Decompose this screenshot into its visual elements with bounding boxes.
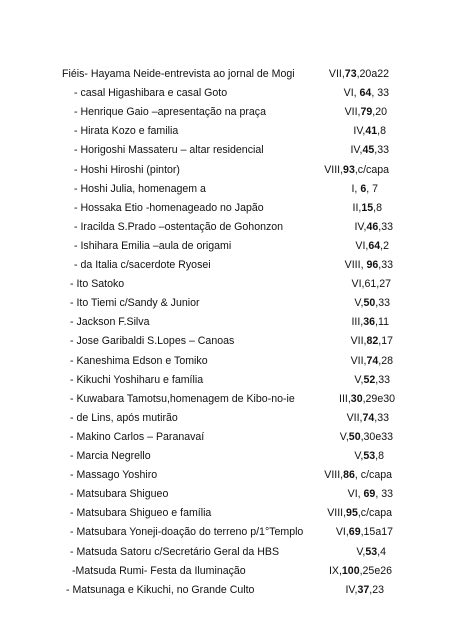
entry-page-number: 86	[343, 469, 355, 482]
entry-volume: I,	[351, 182, 361, 195]
entry-volume: VII,	[350, 335, 367, 348]
entry-additional-pages: ,15a17	[360, 526, 393, 539]
entry-page-number: 95	[346, 507, 358, 520]
entry-additional-pages: ,11	[375, 316, 389, 329]
entry-volume: VIII,	[344, 259, 367, 271]
entry-label: - Hirata Kozo e familia	[74, 125, 179, 138]
index-entry	[0, 333, 452, 349]
entry-page-number: 45	[362, 144, 375, 157]
entry-volume: VIII,	[327, 507, 347, 520]
entry-additional-pages: ,c/capa	[354, 163, 389, 176]
entry-volume: VI,	[343, 87, 360, 100]
index-entry	[0, 85, 452, 101]
entry-additional-pages: ,20a22	[356, 68, 389, 80]
entry-reference	[353, 200, 382, 216]
entry-label: - Ito Satoko	[70, 278, 125, 291]
entry-page-number: 93	[343, 163, 355, 176]
index-entry	[0, 467, 452, 483]
entry-label: - Ishihara Emilia –aula de origami	[74, 239, 232, 252]
entry-label: - da Italia c/sacerdote Ryosei	[74, 259, 211, 271]
entry-label: - Iracilda S.Prado –ostentação de Gohonzon	[74, 220, 284, 233]
entry-label: - Marcia Negrello	[70, 450, 151, 462]
entry-volume: IX,	[328, 564, 342, 577]
entry-volume: III,	[351, 316, 364, 329]
entry-volume: VI,	[335, 526, 349, 539]
entry-reference	[336, 524, 393, 540]
entry-additional-pages: ,33	[378, 220, 393, 233]
entry-reference	[348, 486, 393, 502]
entry-page-number: 69	[363, 488, 376, 501]
entry-page-number: 30	[350, 392, 363, 405]
entry-page-number: 74	[366, 354, 379, 367]
index-entry	[0, 410, 452, 426]
entry-additional-pages: ,17	[378, 335, 393, 348]
entry-additional-pages: ,23	[369, 583, 384, 596]
entry-reference	[352, 276, 391, 292]
entry-page-number: 74	[362, 411, 375, 424]
index-entry	[0, 372, 452, 388]
entry-page-number: 100	[341, 564, 360, 577]
entry-reference	[351, 353, 393, 369]
entry-label: - Kaneshima Edson e Tomiko	[70, 354, 208, 367]
entry-label: - Hoshi Hiroshi (pintor)	[74, 163, 180, 176]
index-entry	[0, 257, 452, 273]
index-entry	[0, 391, 452, 407]
entry-volume: VII,	[344, 106, 361, 119]
entry-page-number: 6	[360, 182, 367, 195]
index-entry	[0, 314, 452, 330]
entry-volume: VIII,	[324, 163, 344, 176]
entry-volume: V,	[356, 545, 366, 558]
entry-additional-pages: ,8	[377, 125, 386, 138]
entry-label: - Matsuda Satoru c/Secretário Geral da HBS	[70, 545, 280, 558]
entry-label: Fiéis- Hayama Neide-entrevista ao jornal de Mogi	[62, 68, 295, 80]
entry-reference	[354, 372, 390, 388]
entry-page-number: 69	[348, 526, 361, 539]
entry-volume: VI,	[347, 488, 364, 501]
index-entry	[0, 486, 452, 502]
entry-page-number: 64	[368, 239, 381, 252]
entry-label: - Matsubara Yoneji-doação do terreno p/1°Templo	[70, 526, 304, 539]
entry-volume: V,	[354, 373, 364, 386]
entry-label: - Horigoshi Massateru – altar residencial	[74, 144, 264, 157]
entry-reference	[345, 257, 393, 273]
entry-page-number: 53	[363, 450, 376, 462]
entry-page-number: 37	[357, 583, 370, 596]
entry-label: - Hossaka Etio -homenageado no Japão	[74, 201, 264, 214]
index-entry	[0, 181, 452, 197]
entry-additional-pages: ,c/capa	[357, 507, 392, 520]
entry-volume: V,	[339, 430, 349, 443]
entry-label: - casal Higashibara e casal Goto	[74, 87, 228, 100]
index-entry	[0, 563, 452, 579]
index-entry	[0, 276, 452, 292]
index-entry	[0, 219, 452, 235]
entry-reference	[340, 429, 393, 445]
entry-reference	[327, 505, 392, 521]
entry-page-number: 82	[366, 335, 379, 348]
entry-volume: VI,61,27	[351, 278, 391, 291]
entry-label: - Massago Yoshiro	[70, 469, 158, 482]
index-entry	[0, 582, 452, 598]
entry-page-number: 15	[361, 201, 374, 214]
index-entry	[0, 200, 452, 216]
entry-additional-pages: ,33	[374, 411, 389, 424]
entry-page-number: 52	[363, 373, 376, 386]
entry-additional-pages: , c/capa	[354, 469, 392, 482]
entry-volume: IV,	[353, 125, 366, 138]
entry-volume: VII,	[328, 68, 345, 80]
entry-reference	[345, 104, 387, 120]
entry-page-number: 64	[359, 87, 372, 100]
entry-additional-pages: , 33	[375, 488, 393, 501]
entry-page-number: 50	[348, 430, 361, 443]
entry-page-number: 36	[363, 316, 376, 329]
entry-page-number: 50	[363, 297, 376, 310]
index-entry	[0, 123, 452, 139]
entry-additional-pages: ,29e30	[362, 392, 395, 405]
entry-page-number: 79	[360, 106, 373, 119]
entry-page-number: 73	[344, 68, 357, 80]
index-entry	[0, 524, 452, 540]
entry-reference	[329, 66, 389, 82]
entry-additional-pages: ,8	[375, 450, 384, 462]
entry-additional-pages: ,33	[378, 259, 393, 271]
entry-reference	[354, 219, 393, 235]
entry-additional-pages: , 33	[371, 87, 389, 100]
entry-additional-pages: ,2	[380, 239, 389, 252]
entry-page-number: 96	[366, 259, 379, 271]
entry-additional-pages: ,33	[375, 297, 390, 310]
entry-reference	[339, 391, 395, 407]
entry-volume: III,	[339, 392, 351, 405]
entry-volume: VII,	[346, 411, 363, 424]
entry-reference	[345, 582, 384, 598]
entry-reference	[324, 467, 392, 483]
entry-volume: IV,	[354, 220, 367, 233]
entry-additional-pages: ,30e33	[360, 430, 393, 443]
entry-page-number: 53	[365, 545, 378, 558]
entry-additional-pages: ,33	[374, 144, 389, 157]
entry-additional-pages: ,28	[378, 354, 393, 367]
entry-label: - Hoshi Julia, homenagem a	[74, 182, 206, 195]
entry-reference	[351, 181, 378, 197]
entry-volume: V,	[354, 450, 364, 462]
entry-reference	[329, 563, 392, 579]
entry-volume: VIII,	[324, 469, 344, 482]
entry-additional-pages: ,33	[375, 373, 390, 386]
entry-reference	[356, 544, 386, 560]
entry-reference	[344, 85, 389, 101]
entry-volume: IV,	[350, 144, 363, 157]
index-entry	[0, 142, 452, 158]
entry-label: -Matsuda Rumi- Festa da Iluminação	[72, 564, 246, 577]
entry-volume: VII,	[350, 354, 367, 367]
entry-additional-pages: , 7	[366, 182, 378, 195]
entry-page-number: 46	[366, 220, 379, 233]
entry-reference	[354, 295, 390, 311]
entry-additional-pages: ,8	[373, 201, 382, 214]
entry-additional-pages: ,4	[377, 545, 386, 558]
index-entry	[0, 104, 452, 120]
entry-reference	[355, 238, 389, 254]
entry-volume: IV,	[345, 583, 358, 596]
entry-label: - Matsubara Shigueo e família	[70, 507, 212, 520]
index-entry	[0, 353, 452, 369]
index-entry	[0, 162, 452, 178]
index-entry	[0, 238, 452, 254]
entry-reference	[324, 162, 389, 178]
entry-label: - Matsunaga e Kikuchi, no Grande Culto	[66, 583, 255, 596]
index-entry	[0, 505, 452, 521]
entry-reference	[353, 123, 386, 139]
entry-reference	[347, 410, 389, 426]
entry-volume: VI,	[355, 239, 369, 252]
entry-label: - Henrique Gaio –apresentação na praça	[74, 106, 266, 119]
entry-page-number: 41	[365, 125, 378, 138]
entry-reference	[350, 142, 389, 158]
entry-label: - de Lins, após mutirão	[70, 411, 178, 424]
index-entry	[0, 544, 452, 560]
index-entry	[0, 66, 452, 82]
entry-volume: V,	[354, 297, 364, 310]
index-entry	[0, 448, 452, 464]
entry-label: - Jackson F.Silva	[70, 316, 150, 329]
entry-additional-pages: ,25e26	[359, 564, 392, 577]
entry-label: - Ito Tiemi c/Sandy & Junior	[70, 297, 200, 310]
entry-label: - Kikuchi Yoshiharu e família	[70, 373, 204, 386]
entry-reference	[354, 448, 384, 464]
entry-label: - Kuwabara Tamotsu,homenagem de Kibo-no-ie	[70, 392, 295, 405]
entry-label: - Jose Garibaldi S.Lopes – Canoas	[70, 335, 235, 348]
entry-label: - Matsubara Shigueo	[70, 488, 169, 501]
index-entry	[0, 295, 452, 311]
entry-reference	[351, 333, 393, 349]
entry-volume: II,	[352, 201, 362, 214]
entry-label: - Makino Carlos – Paranavaí	[70, 430, 205, 443]
entry-reference	[351, 314, 389, 330]
index-entry	[0, 429, 452, 445]
entry-additional-pages: ,20	[372, 106, 387, 119]
